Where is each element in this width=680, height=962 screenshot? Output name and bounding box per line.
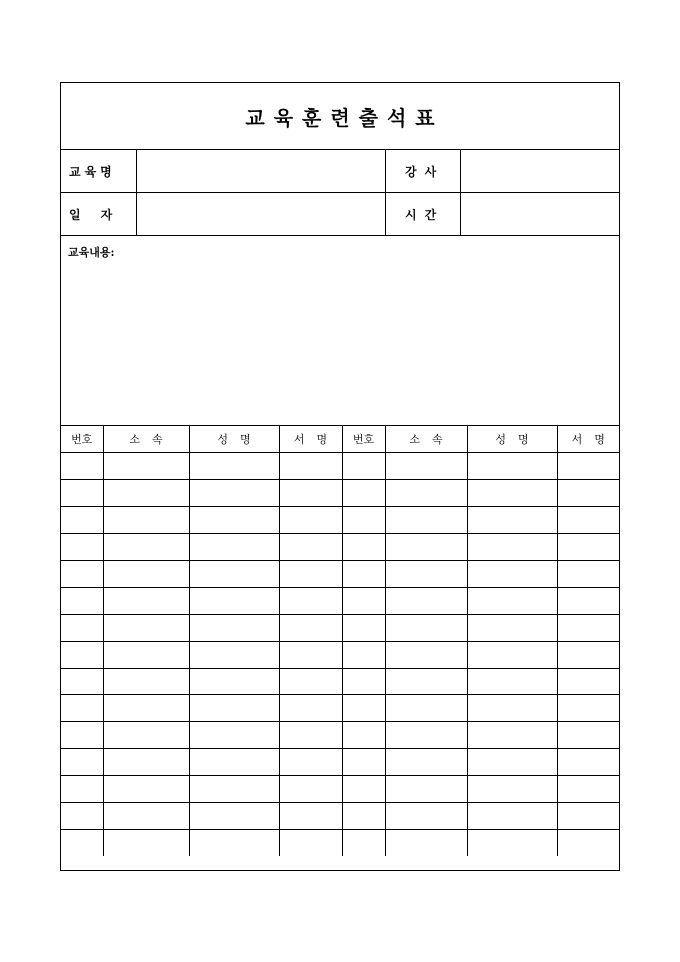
name-cell[interactable] — [189, 507, 279, 534]
signature-cell[interactable] — [279, 507, 342, 534]
signature-cell[interactable] — [279, 534, 342, 561]
affiliation-cell[interactable] — [103, 829, 189, 856]
table-row — [61, 480, 619, 507]
name-cell[interactable] — [189, 480, 279, 507]
signature-cell[interactable] — [557, 560, 619, 587]
signature-cell[interactable] — [279, 480, 342, 507]
number-cell[interactable] — [61, 480, 103, 507]
number-cell[interactable] — [342, 641, 385, 668]
signature-cell[interactable] — [557, 695, 619, 722]
name-cell[interactable] — [189, 668, 279, 695]
number-cell[interactable] — [61, 749, 103, 776]
name-cell[interactable] — [467, 802, 557, 829]
affiliation-cell[interactable] — [385, 480, 467, 507]
affiliation-cell[interactable] — [385, 829, 467, 856]
number-cell[interactable] — [342, 749, 385, 776]
name-cell[interactable] — [467, 695, 557, 722]
form-title: 교육훈련출석표 — [245, 105, 444, 130]
affiliation-cell[interactable] — [103, 668, 189, 695]
signature-cell[interactable] — [557, 776, 619, 803]
number-cell[interactable] — [61, 829, 103, 856]
signature-cell[interactable] — [557, 614, 619, 641]
signature-cell[interactable] — [279, 829, 342, 856]
signature-cell[interactable] — [557, 587, 619, 614]
affiliation-cell[interactable] — [103, 776, 189, 803]
name-cell[interactable] — [189, 614, 279, 641]
number-cell[interactable] — [342, 587, 385, 614]
number-cell[interactable] — [342, 668, 385, 695]
number-cell[interactable] — [61, 668, 103, 695]
number-cell[interactable] — [61, 641, 103, 668]
signature-cell[interactable] — [279, 668, 342, 695]
signature-cell[interactable] — [279, 560, 342, 587]
signature-cell[interactable] — [557, 507, 619, 534]
number-cell[interactable] — [61, 587, 103, 614]
title-row — [61, 83, 619, 150]
signature-cell[interactable] — [557, 722, 619, 749]
name-cell[interactable] — [467, 722, 557, 749]
affiliation-cell[interactable] — [103, 641, 189, 668]
signature-cell[interactable] — [279, 695, 342, 722]
number-cell[interactable] — [342, 614, 385, 641]
name-cell[interactable] — [467, 776, 557, 803]
content-area[interactable] — [61, 236, 619, 426]
date-label: 일자 — [61, 193, 137, 235]
number-cell[interactable] — [342, 560, 385, 587]
table-row — [61, 668, 619, 695]
instructor-field[interactable] — [461, 150, 619, 192]
signature-cell[interactable] — [279, 749, 342, 776]
signature-cell[interactable] — [557, 453, 619, 480]
name-cell[interactable] — [467, 560, 557, 587]
info-row-course — [61, 150, 619, 193]
affiliation-cell[interactable] — [385, 722, 467, 749]
table-row — [61, 722, 619, 749]
name-cell[interactable] — [467, 534, 557, 561]
table-row — [61, 829, 619, 856]
attendance-form — [60, 82, 620, 871]
number-cell[interactable] — [342, 802, 385, 829]
table-row — [61, 560, 619, 587]
affiliation-cell[interactable] — [385, 641, 467, 668]
table-row — [61, 641, 619, 668]
signature-cell[interactable] — [279, 587, 342, 614]
number-cell[interactable] — [61, 507, 103, 534]
course-name-field[interactable] — [137, 150, 386, 192]
table-row — [61, 453, 619, 480]
affiliation-cell[interactable] — [385, 749, 467, 776]
signature-cell[interactable] — [557, 668, 619, 695]
number-cell[interactable] — [61, 802, 103, 829]
signature-cell[interactable] — [279, 722, 342, 749]
number-cell[interactable] — [61, 534, 103, 561]
signature-cell[interactable] — [557, 802, 619, 829]
number-cell[interactable] — [61, 776, 103, 803]
affiliation-cell[interactable] — [385, 695, 467, 722]
affiliation-cell[interactable] — [385, 587, 467, 614]
signature-cell[interactable] — [279, 614, 342, 641]
info-row-date — [61, 193, 619, 236]
number-cell[interactable] — [342, 722, 385, 749]
affiliation-cell[interactable] — [103, 614, 189, 641]
affiliation-cell[interactable] — [385, 534, 467, 561]
affiliation-cell[interactable] — [103, 722, 189, 749]
number-cell[interactable] — [61, 722, 103, 749]
name-cell[interactable] — [467, 453, 557, 480]
table-row — [61, 802, 619, 829]
date-field[interactable] — [137, 193, 386, 235]
number-cell[interactable] — [61, 695, 103, 722]
signature-cell[interactable] — [279, 802, 342, 829]
time-field[interactable] — [461, 193, 619, 235]
attendance-table — [61, 426, 619, 856]
time-label: 시간 — [386, 193, 461, 235]
table-row — [61, 695, 619, 722]
number-cell[interactable] — [342, 480, 385, 507]
table-row — [61, 614, 619, 641]
number-cell[interactable] — [342, 829, 385, 856]
table-body — [61, 453, 619, 856]
signature-cell[interactable] — [557, 749, 619, 776]
affiliation-cell[interactable] — [385, 614, 467, 641]
name-cell[interactable] — [467, 507, 557, 534]
affiliation-cell[interactable] — [385, 560, 467, 587]
signature-cell[interactable] — [557, 641, 619, 668]
name-cell[interactable] — [189, 534, 279, 561]
number-cell[interactable] — [61, 560, 103, 587]
name-cell[interactable] — [467, 641, 557, 668]
affiliation-cell[interactable] — [385, 668, 467, 695]
header-signature: 서명 — [557, 426, 619, 453]
signature-cell[interactable] — [279, 453, 342, 480]
name-cell[interactable] — [189, 802, 279, 829]
table-row — [61, 534, 619, 561]
number-cell[interactable] — [342, 507, 385, 534]
content-label: 교육내용: — [68, 246, 115, 259]
instructor-label: 강사 — [386, 150, 461, 192]
affiliation-cell[interactable] — [385, 507, 467, 534]
affiliation-cell[interactable] — [103, 587, 189, 614]
affiliation-cell[interactable] — [103, 453, 189, 480]
signature-cell[interactable] — [279, 641, 342, 668]
signature-cell[interactable] — [557, 534, 619, 561]
table-row — [61, 587, 619, 614]
affiliation-cell[interactable] — [103, 560, 189, 587]
name-cell[interactable] — [189, 722, 279, 749]
name-cell[interactable] — [189, 829, 279, 856]
header-affiliation: 소속 — [385, 426, 467, 453]
table-row — [61, 749, 619, 776]
header-number: 번호 — [61, 426, 103, 453]
signature-cell[interactable] — [279, 776, 342, 803]
number-cell[interactable] — [61, 614, 103, 641]
table-row — [61, 507, 619, 534]
affiliation-cell[interactable] — [103, 480, 189, 507]
name-cell[interactable] — [189, 587, 279, 614]
affiliation-cell[interactable] — [103, 749, 189, 776]
name-cell[interactable] — [189, 749, 279, 776]
number-cell[interactable] — [61, 453, 103, 480]
affiliation-cell[interactable] — [103, 695, 189, 722]
table-header-row — [61, 426, 619, 453]
name-cell[interactable] — [467, 480, 557, 507]
name-cell[interactable] — [467, 668, 557, 695]
affiliation-cell[interactable] — [385, 776, 467, 803]
table-row — [61, 776, 619, 803]
header-number: 번호 — [342, 426, 385, 453]
number-cell[interactable] — [342, 453, 385, 480]
header-signature: 서명 — [279, 426, 342, 453]
affiliation-cell[interactable] — [385, 453, 467, 480]
header-name: 성명 — [467, 426, 557, 453]
signature-cell[interactable] — [557, 480, 619, 507]
name-cell[interactable] — [189, 560, 279, 587]
number-cell[interactable] — [342, 695, 385, 722]
number-cell[interactable] — [342, 534, 385, 561]
affiliation-cell[interactable] — [385, 802, 467, 829]
header-affiliation: 소속 — [103, 426, 189, 453]
name-cell[interactable] — [467, 749, 557, 776]
name-cell[interactable] — [189, 641, 279, 668]
name-cell[interactable] — [189, 453, 279, 480]
course-name-label: 교육명 — [61, 150, 137, 192]
name-cell[interactable] — [467, 614, 557, 641]
signature-cell[interactable] — [557, 829, 619, 856]
affiliation-cell[interactable] — [103, 507, 189, 534]
affiliation-cell[interactable] — [103, 534, 189, 561]
name-cell[interactable] — [189, 776, 279, 803]
name-cell[interactable] — [467, 829, 557, 856]
name-cell[interactable] — [189, 695, 279, 722]
affiliation-cell[interactable] — [103, 802, 189, 829]
header-name: 성명 — [189, 426, 279, 453]
name-cell[interactable] — [467, 587, 557, 614]
number-cell[interactable] — [342, 776, 385, 803]
